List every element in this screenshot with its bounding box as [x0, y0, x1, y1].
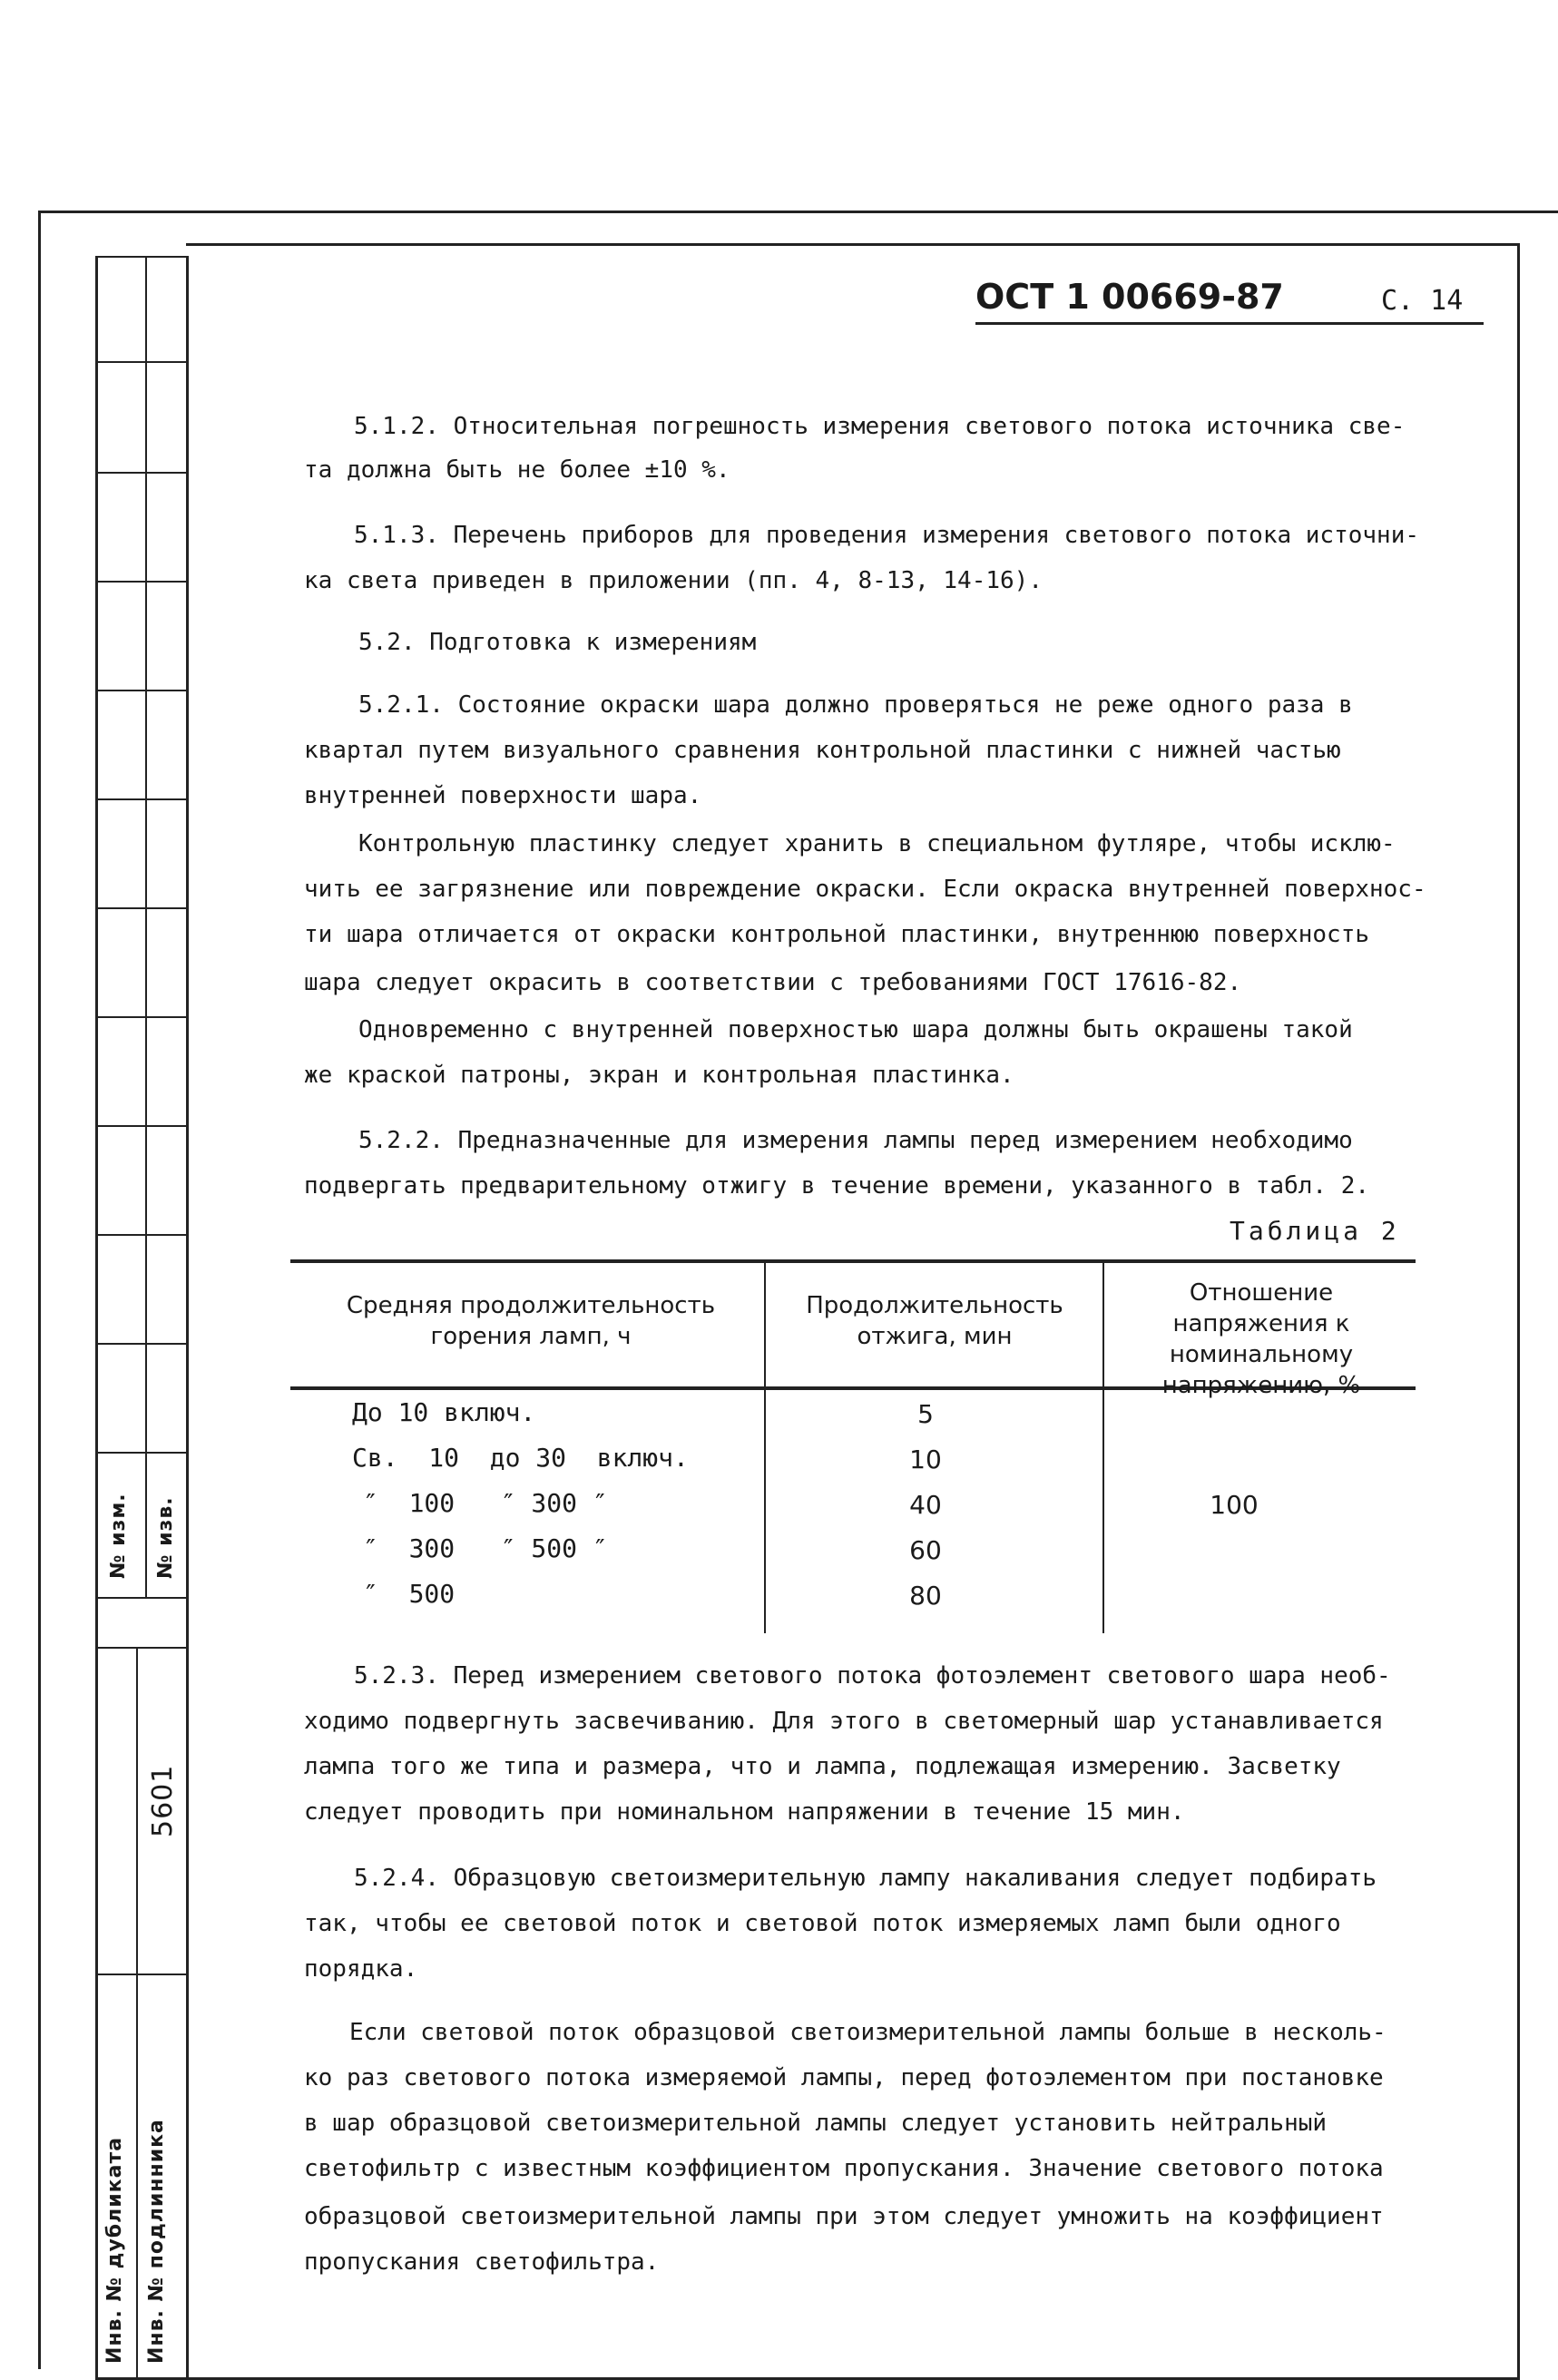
table-header-col1: Средняя продолжительность горения ламп, ч — [346, 1292, 716, 1350]
table-caption: Таблица 2 — [1230, 1216, 1400, 1246]
table-cell: 60 — [909, 1535, 942, 1565]
paragraph-line: ходимо подвергнуть засвечиванию. Для этого в светомерный шар устанавливается — [304, 1708, 1384, 1735]
paragraph-line: внутренней поверхности шара. — [304, 782, 702, 809]
margin-col-line — [95, 256, 98, 2380]
margin-row-line — [95, 581, 186, 583]
paragraph-line: пропускания светофильтра. — [304, 2248, 660, 2276]
document-code: ОСТ 1 00669-87 — [975, 277, 1284, 317]
paragraph-line: ти шара отличается от окраски контрольной пластинки, внутреннюю поверхность — [304, 921, 1369, 948]
table-rule-top — [290, 1259, 1416, 1263]
paragraph-line: порядка. — [304, 1955, 418, 1983]
table-cell: 5 — [917, 1399, 934, 1429]
table-cell: Св. 10 до 30 включ. — [352, 1443, 689, 1473]
table-cell: 80 — [909, 1581, 942, 1611]
section-heading: 5.2. Подготовка к измерениям — [358, 629, 757, 656]
page-number: С. 14 — [1381, 285, 1464, 317]
table-cell: 40 — [909, 1490, 942, 1520]
label-inv-dubl: Инв. № дубликата — [103, 2136, 126, 2364]
table-cell: ″ 500 — [363, 1579, 456, 1609]
paragraph-line: 5.2.4. Образцовую светоизмерительную лампу накаливания следует подбирать — [354, 1865, 1377, 1892]
margin-row-line — [95, 1974, 186, 1975]
paragraph-line: следует проводить при номинальном напряжении в течение 15 мин. — [304, 1798, 1185, 1826]
table-col-rule — [764, 1261, 766, 1633]
paragraph-line: 5.1.2. Относительная погрешность измерения светового потока источника све- — [354, 413, 1406, 440]
table-col-rule — [1102, 1261, 1104, 1633]
header-underline — [975, 322, 1484, 325]
paragraph-line: так, чтобы ее световой поток и световой поток измеряемых ламп были одного — [304, 1910, 1341, 1937]
margin-row-line — [95, 1234, 186, 1236]
margin-row-line — [95, 1016, 186, 1018]
paragraph-line: 5.2.1. Состояние окраски шара должно проверяться не реже одного раза в — [358, 691, 1353, 719]
frame-line-right — [1517, 243, 1520, 2380]
paragraph-line: шара следует окрасить в соответствии с требованиями ГОСТ 17616-82. — [304, 969, 1242, 996]
margin-row-line — [95, 1597, 186, 1599]
margin-col-line — [145, 256, 147, 1599]
margin-row-line — [95, 472, 186, 474]
paragraph-line: квартал путем визуального сравнения контрольной пластинки с нижней частью — [304, 737, 1341, 764]
paragraph-line: лампа того же типа и размера, что и лампа, подлежащая измерению. Засветку — [304, 1753, 1341, 1780]
paragraph-line: чить ее загрязнение или повреждение окраски. Если окраска внутренней поверхнос- — [304, 876, 1426, 903]
frame-line-top — [38, 211, 1558, 213]
paragraph-line: Одновременно с внутренней поверхностью шара должны быть окрашены такой — [358, 1016, 1353, 1043]
frame-line-inner-left — [186, 256, 189, 2380]
table-cell: 10 — [909, 1445, 942, 1474]
table-header-col2: Продолжительность отжига, мин — [806, 1292, 1063, 1350]
paragraph-line: та должна быть не более ±10 %. — [304, 456, 730, 484]
inv-number: 5601 — [147, 1764, 179, 1837]
paragraph-line: подвергать предварительному отжигу в течение времени, указанного в табл. 2. — [304, 1172, 1369, 1200]
margin-row-line — [95, 1125, 186, 1127]
paragraph-line: 5.1.3. Перечень приборов для проведения измерения светового потока источни- — [354, 522, 1419, 549]
margin-row-line — [95, 361, 186, 363]
margin-row-line — [95, 690, 186, 691]
label-inv-podl: Инв. № подлинника — [145, 2119, 168, 2364]
margin-row-line — [95, 1452, 186, 1454]
label-izv: № изв. — [154, 1496, 177, 1579]
margin-col-line — [136, 1647, 138, 2380]
margin-row-line — [95, 1647, 186, 1649]
margin-row-line — [95, 798, 186, 800]
margin-row-line — [95, 907, 186, 909]
frame-line-inner-top — [186, 243, 1520, 246]
paragraph-line: в шар образцовой светоизмерительной лампы следует установить нейтральный — [304, 2110, 1328, 2137]
table-cell: До 10 включ. — [352, 1397, 536, 1427]
table-cell: ″ 100 ″ 300 ″ — [363, 1488, 608, 1518]
paragraph-line: светофильтр с известным коэффициентом пропускания. Значение светового потока — [304, 2155, 1384, 2182]
margin-row-line — [95, 1343, 186, 1345]
table-cell: ″ 300 ″ 500 ″ — [363, 1533, 608, 1563]
margin-row-line — [95, 256, 186, 258]
paragraph-line: 5.2.2. Предназначенные для измерения лампы перед измерением необходимо — [358, 1127, 1353, 1154]
label-izm: № изм. — [107, 1493, 130, 1579]
paragraph-line: образцовой светоизмерительной лампы при этом следует умножить на коэффициент — [304, 2203, 1384, 2230]
paragraph-line: ко раз светового потока измеряемой лампы, перед фотоэлементом при постановке — [304, 2064, 1384, 2091]
paragraph-line: же краской патроны, экран и контрольная пластинка. — [304, 1062, 1014, 1089]
frame-line-left — [38, 211, 41, 2369]
table-header-col3: Отношение напряжения к номинальному напряжению, % — [1161, 1279, 1361, 1399]
paragraph-line: ка света приведен в приложении (пп. 4, 8-13, 14-16). — [304, 567, 1043, 594]
paragraph-line: Если световой поток образцовой светоизмерительной лампы больше в несколь- — [349, 2019, 1387, 2046]
table-cell: 100 — [1210, 1490, 1259, 1520]
paragraph-line: Контрольную пластинку следует хранить в специальном футляре, чтобы исклю- — [358, 830, 1396, 857]
paragraph-line: 5.2.3. Перед измерением светового потока фотоэлемент светового шара необ- — [354, 1662, 1391, 1690]
